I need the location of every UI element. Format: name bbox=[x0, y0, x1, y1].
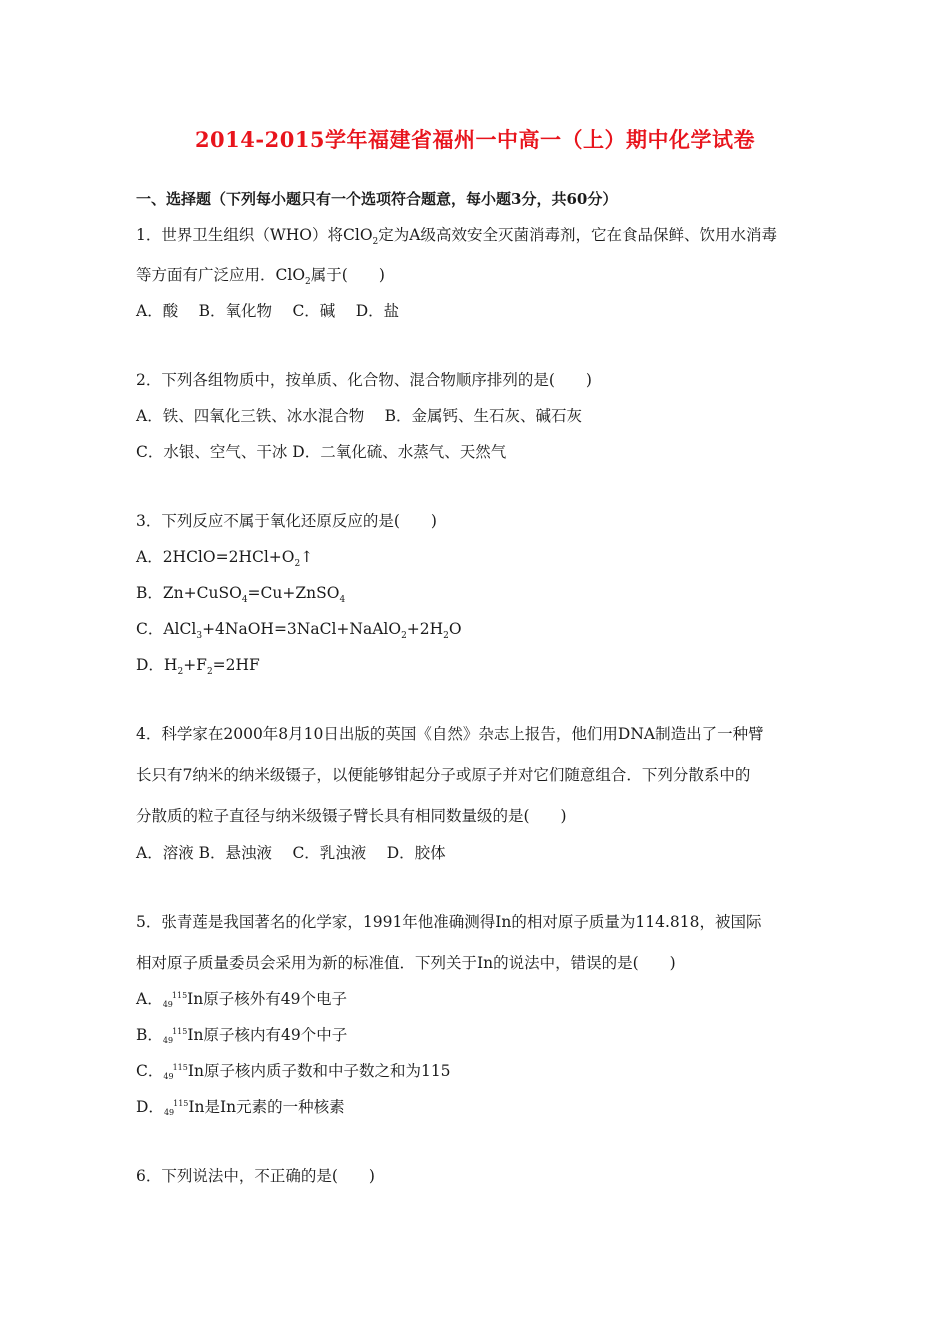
q3-option-b: B．Zn+CuSO$_4$=Cu+ZnSO$_4$ bbox=[136, 584, 346, 606]
q1-options: A．酸 B．氧化物 C．碱 D．盐 bbox=[136, 302, 400, 320]
page-title: 2014-2015学年福建省福州一中高一（上）期中化学试卷 bbox=[194, 127, 756, 152]
q5-option-d: D．$49^{115}In$是In元素的一种核素 bbox=[136, 1098, 345, 1117]
q5-option-b: B．$49^{115}In$原子核内有49个中子 bbox=[136, 1026, 348, 1045]
q5-stem-line2: 相对原子质量委员会采用为新的标准值．下列关于In的说法中，错误的是( ) bbox=[136, 954, 676, 972]
q5-option-c: C．$49^{115}In$原子核内质子数和中子数之和为115 bbox=[136, 1062, 451, 1081]
q4-stem-line2: 长只有7纳米的纳米级镊子，以便能够钳起分子或原子并对它们随意组合．下列分散系中的 bbox=[136, 766, 751, 784]
q2-stem: 2．下列各组物质中，按单质、化合物、混合物顺序排列的是( ) bbox=[136, 371, 592, 389]
q1-stem-line1: 1．世界卫生组织（WHO）将ClO$_2$定为A级高效安全灭菌消毒剂，它在食品保鲜、饮用水消毒 bbox=[136, 226, 777, 248]
q6-stem: 6．下列说法中，不正确的是( ) bbox=[136, 1167, 375, 1185]
q3-option-a: A．$2HClO=2HCl+O_2↑$ bbox=[136, 548, 314, 570]
q4-options: A．溶液 B．悬浊液 C．乳浊液 D．胶体 bbox=[136, 844, 446, 862]
q4-stem-line1: 4．科学家在2000年8月10日出版的英国《自然》杂志上报告，他们用DNA制造出了一种臂 bbox=[136, 725, 764, 743]
q3-stem: 3．下列反应不属于氧化还原反应的是( ) bbox=[136, 512, 437, 530]
q3-option-c: C．$AlCl_3+4NaOH=3NaCl+NaAlO_2+2H_2O$ bbox=[136, 620, 462, 642]
q1-stem-line2: 等方面有广泛应用．ClO$_2$属于( ) bbox=[136, 266, 385, 288]
q3-option-d: D．$H_2+F_2=2HF$ bbox=[136, 656, 260, 678]
q5-option-a: A．$49^{115}In$原子核外有49个电子 bbox=[136, 990, 348, 1009]
q4-stem-line3: 分散质的粒子直径与纳米级镊子臂长具有相同数量级的是( ) bbox=[136, 807, 567, 825]
section-heading: 一、选择题（下列每小题只有一个选项符合题意，每小题3分，共60分） bbox=[136, 190, 618, 208]
q2-options-ab: A．铁、四氧化三铁、冰水混合物 B．金属钙、生石灰、碱石灰 bbox=[136, 407, 583, 425]
q2-options-cd: C．水银、空气、干冰 D．二氧化硫、水蒸气、天然气 bbox=[136, 443, 507, 461]
q5-stem-line1: 5．张青莲是我国著名的化学家，1991年他准确测得In的相对原子质量为114.818，被国际 bbox=[136, 913, 762, 931]
